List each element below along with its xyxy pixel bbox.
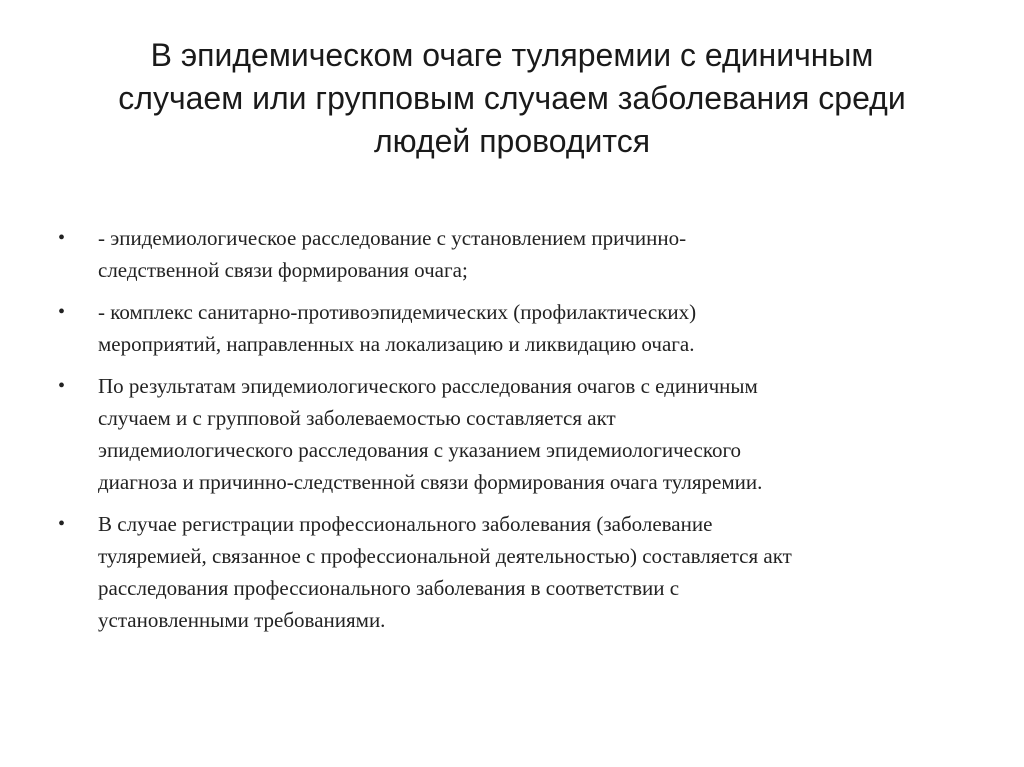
bullet-text-line: следственной связи формирования очага; [98, 258, 468, 282]
bullet-text-line: случаем и с групповой заболеваемостью составляется акт [98, 406, 616, 430]
bullet-text-line: установленными требованиями. [98, 608, 386, 632]
bullet-text-line: мероприятий, направленных на локализацию и ликвидацию очага. [98, 332, 695, 356]
bullet-item [56, 222, 956, 286]
bullet-text-line: В случае регистрации профессионального заболевания (заболевание [98, 512, 713, 536]
bullet-icon: • [58, 227, 66, 249]
title-line: людей проводится [373, 123, 651, 159]
bullet-item [56, 508, 956, 636]
bullet-text-line: расследования профессионального заболевания в соответствии с [98, 576, 680, 600]
bullet-text-line: По результатам эпидемиологического расследования очагов с единичным [98, 374, 758, 398]
bullet-text-line: - эпидемиологическое расследование с установлением причинно- [98, 226, 687, 250]
title-line: случаем или групповым случаем заболевания среди [118, 80, 906, 116]
bullet-icon: • [58, 513, 66, 535]
bullet-item [56, 296, 956, 360]
bullet-text-line: диагноза и причинно-следственной связи формирования очага туляремии. [98, 470, 763, 494]
bullet-text-line: эпидемиологического расследования с указанием эпидемиологического [98, 438, 742, 462]
bullet-text-line: - комплекс санитарно-противоэпидемических (профилактических) [98, 300, 697, 324]
title-line: В эпидемическом очаге туляремии с единичным [150, 37, 874, 73]
bullet-icon: • [58, 301, 66, 323]
bullet-item [56, 370, 956, 498]
bullet-icon: • [58, 375, 66, 397]
slide-title [60, 34, 964, 163]
bullet-text-line: туляремией, связанное с профессиональной деятельностью) составляется акт [98, 544, 792, 568]
bullet-list [56, 222, 956, 646]
